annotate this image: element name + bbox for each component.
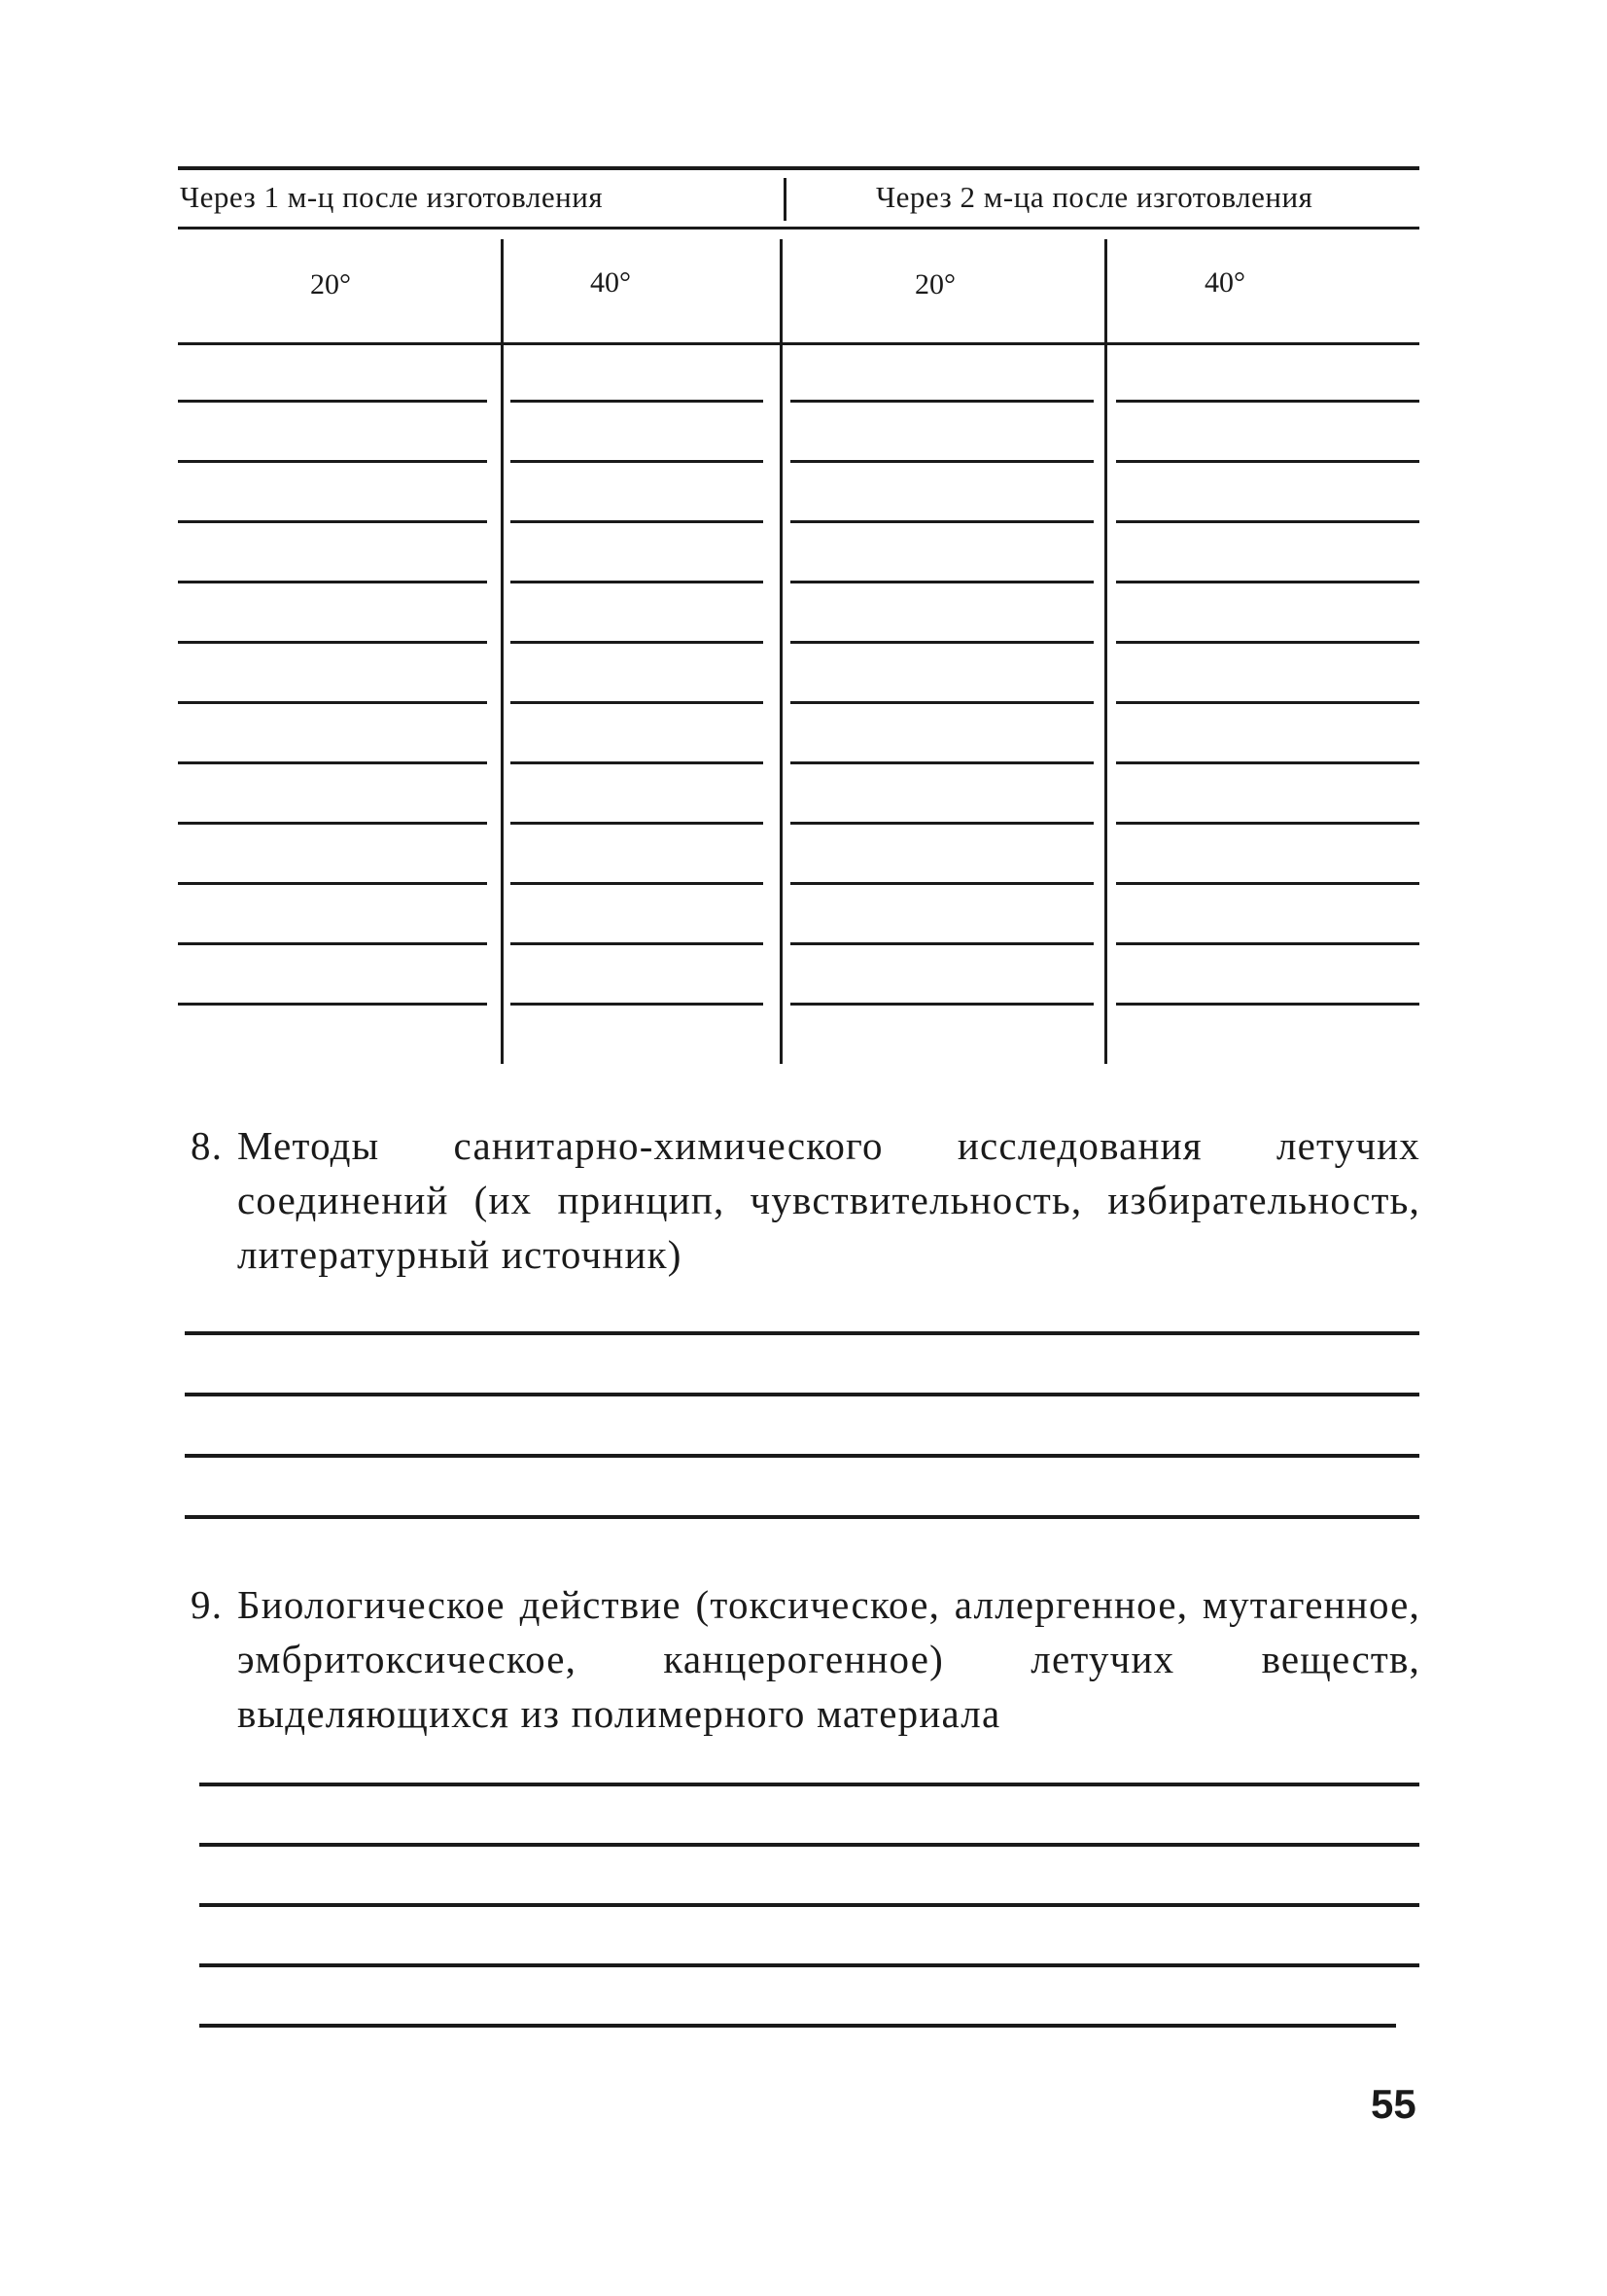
- table-row-line: [790, 942, 1094, 945]
- table-row-line: [510, 581, 763, 583]
- table-row-line: [178, 400, 487, 403]
- subheader-20-first: 20°: [310, 268, 351, 300]
- table-row-line: [510, 942, 763, 945]
- table-row-line: [1116, 641, 1419, 644]
- table-row-line: [178, 882, 487, 885]
- table-row-line: [510, 400, 763, 403]
- results-table: [178, 166, 1419, 1064]
- table-row-line: [510, 460, 763, 463]
- table-row-line: [790, 460, 1094, 463]
- question-8-number: 8.: [191, 1123, 224, 1168]
- answer-line: [185, 1454, 1419, 1458]
- question-9-number: 9.: [191, 1582, 224, 1627]
- table-row-line: [178, 761, 487, 764]
- table-row-line: [178, 942, 487, 945]
- question-8: [191, 1118, 1420, 1282]
- header-two-months: Через 2 м-ца после изготовления: [876, 180, 1313, 214]
- header-divider: [784, 178, 786, 221]
- table-row-line: [510, 641, 763, 644]
- header-rule: [178, 227, 1419, 230]
- table-row-line: [1116, 761, 1419, 764]
- table-row-line: [1116, 942, 1419, 945]
- table-top-rule: [178, 166, 1419, 170]
- table-row-line: [178, 520, 487, 523]
- page-number: 55: [1371, 2081, 1416, 2127]
- column-separator-3: [1104, 239, 1107, 1064]
- answer-line: [199, 1963, 1419, 1967]
- table-row-line: [790, 701, 1094, 704]
- table-row-line: [510, 1003, 763, 1006]
- table-row-line: [1116, 460, 1419, 463]
- subheader-40-first: 40°: [590, 266, 631, 299]
- table-row-line: [1116, 520, 1419, 523]
- question-8-text: Методы санитарно-химического исследования летучих соединений (их принцип, чувствительность, избирательность, литературный источник): [237, 1123, 1420, 1277]
- table-row-line: [1116, 882, 1419, 885]
- answer-line: [185, 1331, 1419, 1335]
- table-row-line: [1116, 1003, 1419, 1006]
- answer-line: [199, 2024, 1396, 2028]
- table-row-line: [178, 581, 487, 583]
- table-row-line: [790, 1003, 1094, 1006]
- table-row-line: [790, 761, 1094, 764]
- table-row-line: [178, 460, 487, 463]
- column-separator-1: [501, 239, 504, 1064]
- question-9: [191, 1577, 1420, 1741]
- table-row-line: [790, 641, 1094, 644]
- column-separator-2: [780, 239, 783, 1064]
- table-row-line: [790, 882, 1094, 885]
- table-row-line: [178, 641, 487, 644]
- answer-line: [199, 1903, 1419, 1907]
- header-one-month: Через 1 м-ц после изготовления: [180, 180, 604, 214]
- table-row-line: [790, 822, 1094, 825]
- table-row-line: [510, 822, 763, 825]
- table-row-line: [510, 701, 763, 704]
- answer-line: [185, 1393, 1419, 1396]
- table-row-line: [510, 761, 763, 764]
- subheader-40-second: 40°: [1205, 266, 1245, 299]
- table-row-line: [510, 520, 763, 523]
- table-row-line: [1116, 400, 1419, 403]
- table-row-line: [178, 1003, 487, 1006]
- subheader-20-second: 20°: [915, 268, 956, 300]
- table-row-line: [790, 400, 1094, 403]
- table-row-line: [1116, 581, 1419, 583]
- table-row-line: [1116, 701, 1419, 704]
- table-row-line: [178, 701, 487, 704]
- answer-line: [185, 1515, 1419, 1519]
- table-row-line: [178, 822, 487, 825]
- table-row-line: [790, 520, 1094, 523]
- question-9-text: Биологическое действие (токсическое, аллергенное, мутагенное, эмбритоксическое, канцерогенное) летучих веществ, выделяющихся из полимерного материала: [237, 1582, 1420, 1736]
- table-row-line: [790, 581, 1094, 583]
- answer-line: [199, 1783, 1419, 1786]
- table-row-line: [510, 882, 763, 885]
- subheader-rule: [178, 342, 1419, 345]
- answer-line: [199, 1843, 1419, 1847]
- table-row-line: [1116, 822, 1419, 825]
